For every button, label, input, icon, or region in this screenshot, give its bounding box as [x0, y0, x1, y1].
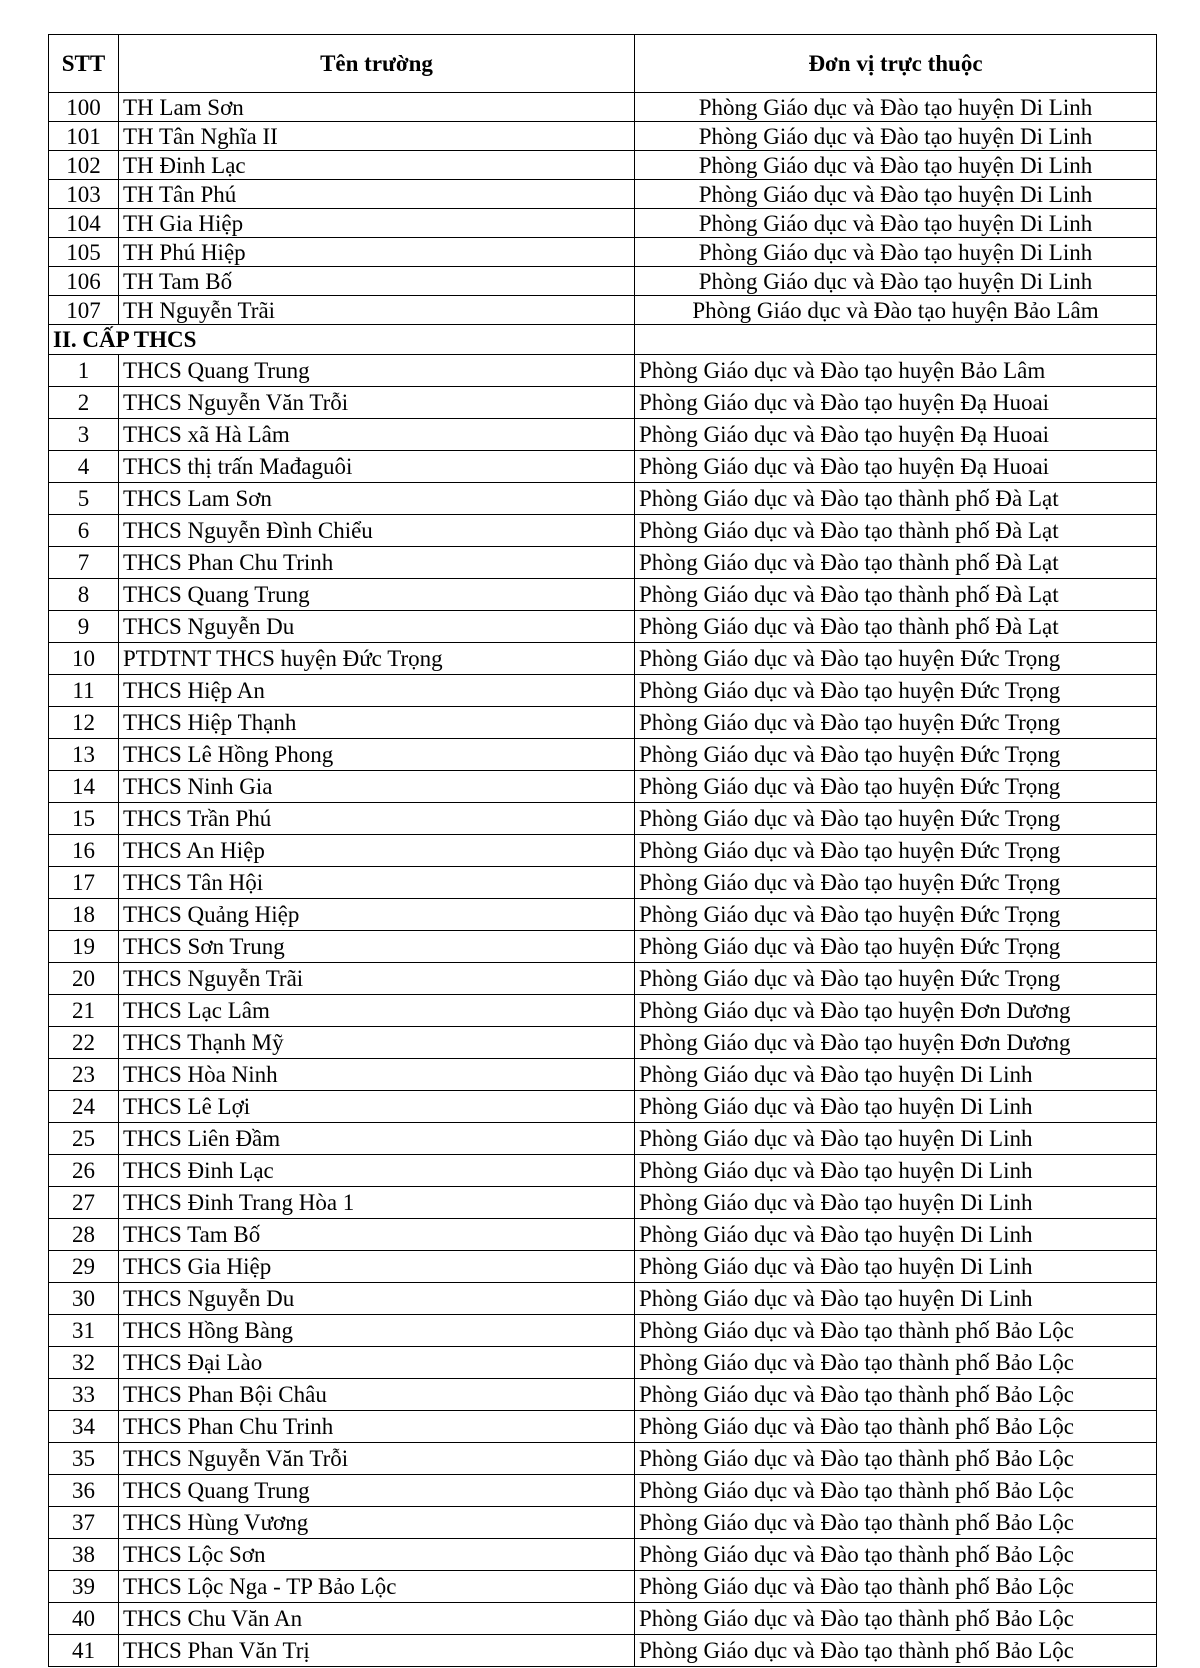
row-unit: Phòng Giáo dục và Đào tạo thành phố Đà Lạt	[635, 483, 1157, 515]
row-school-name: THCS Hiệp Thạnh	[119, 707, 635, 739]
row-stt: 27	[49, 1187, 119, 1219]
row-unit: Phòng Giáo dục và Đào tạo huyện Bảo Lâm	[635, 355, 1157, 387]
table-row	[49, 387, 1157, 419]
row-unit: Phòng Giáo dục và Đào tạo huyện Đức Trọng	[635, 675, 1157, 707]
row-unit: Phòng Giáo dục và Đào tạo thành phố Bảo Lộc	[635, 1379, 1157, 1411]
row-stt: 6	[49, 515, 119, 547]
table-row	[49, 867, 1157, 899]
row-school-name: THCS Tân Hội	[119, 867, 635, 899]
row-school-name: THCS Lam Sơn	[119, 483, 635, 515]
row-school-name: TH Đinh Lạc	[119, 151, 635, 180]
table-row	[49, 835, 1157, 867]
row-stt: 19	[49, 931, 119, 963]
row-school-name: THCS Lộc Sơn	[119, 1539, 635, 1571]
row-stt: 25	[49, 1123, 119, 1155]
row-unit: Phòng Giáo dục và Đào tạo huyện Đức Trọng	[635, 867, 1157, 899]
row-stt: 107	[49, 296, 119, 325]
table-row	[49, 1315, 1157, 1347]
row-unit: Phòng Giáo dục và Đào tạo huyện Di Linh	[635, 209, 1157, 238]
row-stt: 22	[49, 1027, 119, 1059]
row-stt: 11	[49, 675, 119, 707]
school-table	[48, 34, 1157, 1667]
row-unit: Phòng Giáo dục và Đào tạo thành phố Bảo Lộc	[635, 1443, 1157, 1475]
table-row	[49, 1411, 1157, 1443]
row-stt: 31	[49, 1315, 119, 1347]
row-stt: 13	[49, 739, 119, 771]
section-row	[49, 325, 1157, 355]
row-school-name: TH Nguyễn Trãi	[119, 296, 635, 325]
row-school-name: THCS Hồng Bàng	[119, 1315, 635, 1347]
row-unit: Phòng Giáo dục và Đào tạo huyện Di Linh	[635, 1155, 1157, 1187]
row-stt: 26	[49, 1155, 119, 1187]
row-unit: Phòng Giáo dục và Đào tạo huyện Đơn Dương	[635, 995, 1157, 1027]
row-unit: Phòng Giáo dục và Đào tạo huyện Di Linh	[635, 1091, 1157, 1123]
row-unit: Phòng Giáo dục và Đào tạo huyện Di Linh	[635, 1187, 1157, 1219]
row-school-name: THCS Phan Văn Trị	[119, 1635, 635, 1667]
row-stt: 41	[49, 1635, 119, 1667]
row-school-name: TH Tam Bố	[119, 267, 635, 296]
row-stt: 37	[49, 1507, 119, 1539]
row-stt: 38	[49, 1539, 119, 1571]
row-school-name: TH Tân Nghĩa II	[119, 122, 635, 151]
row-unit: Phòng Giáo dục và Đào tạo huyện Đức Trọng	[635, 803, 1157, 835]
row-unit: Phòng Giáo dục và Đào tạo thành phố Bảo Lộc	[635, 1475, 1157, 1507]
row-unit: Phòng Giáo dục và Đào tạo thành phố Bảo Lộc	[635, 1603, 1157, 1635]
table-body	[49, 93, 1157, 1667]
table-row	[49, 209, 1157, 238]
row-school-name: THCS Lê Hồng Phong	[119, 739, 635, 771]
row-stt: 103	[49, 180, 119, 209]
row-unit: Phòng Giáo dục và Đào tạo huyện Di Linh	[635, 1251, 1157, 1283]
row-stt: 24	[49, 1091, 119, 1123]
table-row	[49, 1635, 1157, 1667]
row-stt: 20	[49, 963, 119, 995]
row-stt: 15	[49, 803, 119, 835]
row-school-name: THCS Liên Đầm	[119, 1123, 635, 1155]
table-row	[49, 579, 1157, 611]
table-row	[49, 151, 1157, 180]
header-unit: Đơn vị trực thuộc	[635, 35, 1157, 93]
row-school-name: THCS Ninh Gia	[119, 771, 635, 803]
table-row	[49, 1539, 1157, 1571]
row-stt: 14	[49, 771, 119, 803]
header-school-name: Tên trường	[119, 35, 635, 93]
row-unit: Phòng Giáo dục và Đào tạo huyện Di Linh	[635, 93, 1157, 122]
table-row	[49, 1475, 1157, 1507]
row-school-name: THCS Nguyễn Văn Trỗi	[119, 387, 635, 419]
row-school-name: THCS Quang Trung	[119, 1475, 635, 1507]
row-stt: 23	[49, 1059, 119, 1091]
table-row	[49, 675, 1157, 707]
row-unit: Phòng Giáo dục và Đào tạo thành phố Đà Lạt	[635, 611, 1157, 643]
row-stt: 7	[49, 547, 119, 579]
row-unit: Phòng Giáo dục và Đào tạo huyện Di Linh	[635, 1059, 1157, 1091]
row-stt: 105	[49, 238, 119, 267]
row-unit: Phòng Giáo dục và Đào tạo huyện Di Linh	[635, 122, 1157, 151]
row-school-name: THCS Gia Hiệp	[119, 1251, 635, 1283]
row-stt: 21	[49, 995, 119, 1027]
row-school-name: THCS Nguyễn Văn Trỗi	[119, 1443, 635, 1475]
table-row	[49, 1027, 1157, 1059]
row-unit: Phòng Giáo dục và Đào tạo huyện Đạ Huoai	[635, 419, 1157, 451]
table-row	[49, 1251, 1157, 1283]
table-row	[49, 1507, 1157, 1539]
row-unit: Phòng Giáo dục và Đào tạo huyện Đức Trọng	[635, 707, 1157, 739]
header-stt: STT	[49, 35, 119, 93]
row-stt: 12	[49, 707, 119, 739]
row-stt: 40	[49, 1603, 119, 1635]
table-row	[49, 1155, 1157, 1187]
row-unit: Phòng Giáo dục và Đào tạo huyện Đơn Dương	[635, 1027, 1157, 1059]
row-unit: Phòng Giáo dục và Đào tạo thành phố Bảo Lộc	[635, 1347, 1157, 1379]
row-unit: Phòng Giáo dục và Đào tạo huyện Di Linh	[635, 1283, 1157, 1315]
row-stt: 35	[49, 1443, 119, 1475]
row-unit: Phòng Giáo dục và Đào tạo huyện Đạ Huoai	[635, 451, 1157, 483]
row-unit: Phòng Giáo dục và Đào tạo thành phố Đà Lạt	[635, 547, 1157, 579]
row-school-name: THCS Hiệp An	[119, 675, 635, 707]
row-stt: 104	[49, 209, 119, 238]
table-header-row	[49, 35, 1157, 93]
table-row	[49, 1283, 1157, 1315]
row-school-name: THCS Đại Lào	[119, 1347, 635, 1379]
row-unit: Phòng Giáo dục và Đào tạo huyện Đức Trọng	[635, 771, 1157, 803]
row-unit: Phòng Giáo dục và Đào tạo huyện Di Linh	[635, 151, 1157, 180]
row-school-name: THCS Quảng Hiệp	[119, 899, 635, 931]
row-school-name: THCS Nguyễn Đình Chiểu	[119, 515, 635, 547]
row-unit: Phòng Giáo dục và Đào tạo huyện Đức Trọng	[635, 899, 1157, 931]
row-school-name: THCS Đinh Lạc	[119, 1155, 635, 1187]
row-unit: Phòng Giáo dục và Đào tạo huyện Đức Trọng	[635, 931, 1157, 963]
row-stt: 3	[49, 419, 119, 451]
row-stt: 36	[49, 1475, 119, 1507]
row-stt: 5	[49, 483, 119, 515]
row-stt: 18	[49, 899, 119, 931]
table-row	[49, 771, 1157, 803]
row-stt: 17	[49, 867, 119, 899]
row-school-name: TH Tân Phú	[119, 180, 635, 209]
table-row	[49, 899, 1157, 931]
table-row	[49, 931, 1157, 963]
table-row	[49, 995, 1157, 1027]
row-school-name: THCS xã Hà Lâm	[119, 419, 635, 451]
table-row	[49, 1091, 1157, 1123]
row-stt: 2	[49, 387, 119, 419]
row-stt: 16	[49, 835, 119, 867]
row-school-name: THCS Tam Bố	[119, 1219, 635, 1251]
row-school-name: TH Lam Sơn	[119, 93, 635, 122]
row-unit: Phòng Giáo dục và Đào tạo thành phố Bảo Lộc	[635, 1507, 1157, 1539]
row-unit: Phòng Giáo dục và Đào tạo thành phố Bảo Lộc	[635, 1571, 1157, 1603]
row-school-name: THCS Hùng Vương	[119, 1507, 635, 1539]
row-stt: 32	[49, 1347, 119, 1379]
table-row	[49, 611, 1157, 643]
row-school-name: THCS Nguyễn Trãi	[119, 963, 635, 995]
table-row	[49, 267, 1157, 296]
row-unit: Phòng Giáo dục và Đào tạo huyện Đức Trọng	[635, 835, 1157, 867]
row-stt: 101	[49, 122, 119, 151]
row-school-name: THCS Sơn Trung	[119, 931, 635, 963]
row-stt: 8	[49, 579, 119, 611]
table-row	[49, 1059, 1157, 1091]
row-school-name: THCS Chu Văn An	[119, 1603, 635, 1635]
table-row	[49, 451, 1157, 483]
row-stt: 10	[49, 643, 119, 675]
row-stt: 34	[49, 1411, 119, 1443]
row-unit: Phòng Giáo dục và Đào tạo thành phố Bảo Lộc	[635, 1635, 1157, 1667]
row-stt: 4	[49, 451, 119, 483]
row-school-name: THCS Thạnh Mỹ	[119, 1027, 635, 1059]
row-stt: 9	[49, 611, 119, 643]
row-school-name: TH Gia Hiệp	[119, 209, 635, 238]
row-unit: Phòng Giáo dục và Đào tạo huyện Di Linh	[635, 1219, 1157, 1251]
row-unit: Phòng Giáo dục và Đào tạo thành phố Đà Lạt	[635, 515, 1157, 547]
row-stt: 1	[49, 355, 119, 387]
table-row	[49, 180, 1157, 209]
row-stt: 33	[49, 1379, 119, 1411]
section-empty-cell	[635, 325, 1157, 355]
table-row	[49, 1443, 1157, 1475]
table-row	[49, 1187, 1157, 1219]
row-school-name: THCS Nguyễn Du	[119, 1283, 635, 1315]
row-school-name: THCS Quang Trung	[119, 579, 635, 611]
row-unit: Phòng Giáo dục và Đào tạo thành phố Bảo Lộc	[635, 1539, 1157, 1571]
table-row	[49, 1123, 1157, 1155]
table-row	[49, 122, 1157, 151]
table-row	[49, 238, 1157, 267]
row-stt: 30	[49, 1283, 119, 1315]
table-row	[49, 963, 1157, 995]
table-row	[49, 296, 1157, 325]
table-row	[49, 1603, 1157, 1635]
table-row	[49, 93, 1157, 122]
row-unit: Phòng Giáo dục và Đào tạo huyện Đức Trọng	[635, 739, 1157, 771]
row-stt: 106	[49, 267, 119, 296]
document-page	[48, 34, 1156, 1667]
row-school-name: THCS Lộc Nga - TP Bảo Lộc	[119, 1571, 635, 1603]
row-unit: Phòng Giáo dục và Đào tạo huyện Di Linh	[635, 180, 1157, 209]
row-unit: Phòng Giáo dục và Đào tạo huyện Bảo Lâm	[635, 296, 1157, 325]
table-row	[49, 483, 1157, 515]
row-school-name: THCS Phan Chu Trinh	[119, 547, 635, 579]
row-school-name: THCS thị trấn Mađaguôi	[119, 451, 635, 483]
table-row	[49, 419, 1157, 451]
row-unit: Phòng Giáo dục và Đào tạo huyện Đạ Huoai	[635, 387, 1157, 419]
row-unit: Phòng Giáo dục và Đào tạo huyện Di Linh	[635, 1123, 1157, 1155]
table-row	[49, 643, 1157, 675]
row-unit: Phòng Giáo dục và Đào tạo thành phố Bảo Lộc	[635, 1411, 1157, 1443]
table-row	[49, 707, 1157, 739]
row-unit: Phòng Giáo dục và Đào tạo huyện Đức Trọng	[635, 963, 1157, 995]
row-school-name: PTDTNT THCS huyện Đức Trọng	[119, 643, 635, 675]
table-row	[49, 1347, 1157, 1379]
table-row	[49, 515, 1157, 547]
row-school-name: THCS Phan Chu Trinh	[119, 1411, 635, 1443]
row-school-name: THCS Đinh Trang Hòa 1	[119, 1187, 635, 1219]
table-row	[49, 1571, 1157, 1603]
row-school-name: THCS Trần Phú	[119, 803, 635, 835]
row-stt: 29	[49, 1251, 119, 1283]
row-unit: Phòng Giáo dục và Đào tạo thành phố Bảo Lộc	[635, 1315, 1157, 1347]
row-unit: Phòng Giáo dục và Đào tạo huyện Di Linh	[635, 238, 1157, 267]
row-school-name: THCS Nguyễn Du	[119, 611, 635, 643]
table-row	[49, 355, 1157, 387]
table-row	[49, 803, 1157, 835]
table-row	[49, 739, 1157, 771]
table-row	[49, 1379, 1157, 1411]
row-stt: 39	[49, 1571, 119, 1603]
row-school-name: THCS Lê Lợi	[119, 1091, 635, 1123]
row-stt: 28	[49, 1219, 119, 1251]
row-school-name: TH Phú Hiệp	[119, 238, 635, 267]
row-unit: Phòng Giáo dục và Đào tạo thành phố Đà Lạt	[635, 579, 1157, 611]
row-unit: Phòng Giáo dục và Đào tạo huyện Di Linh	[635, 267, 1157, 296]
row-school-name: THCS An Hiệp	[119, 835, 635, 867]
table-row	[49, 547, 1157, 579]
row-school-name: THCS Lạc Lâm	[119, 995, 635, 1027]
row-stt: 102	[49, 151, 119, 180]
row-school-name: THCS Phan Bội Châu	[119, 1379, 635, 1411]
table-row	[49, 1219, 1157, 1251]
row-school-name: THCS Hòa Ninh	[119, 1059, 635, 1091]
row-stt: 100	[49, 93, 119, 122]
section-title: II. CẤP THCS	[49, 325, 635, 355]
row-school-name: THCS Quang Trung	[119, 355, 635, 387]
row-unit: Phòng Giáo dục và Đào tạo huyện Đức Trọng	[635, 643, 1157, 675]
